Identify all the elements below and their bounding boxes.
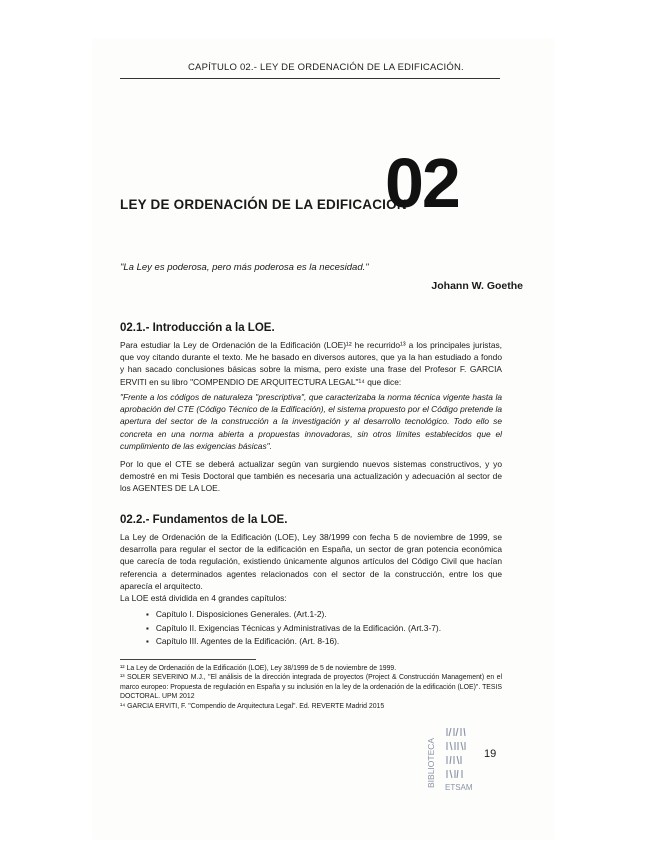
footnotes	[120, 664, 502, 711]
footnote-rule	[120, 659, 256, 660]
list-item: ▪ Capítulo I. Disposiciones Generales. (Art.1-2).	[146, 608, 441, 622]
running-header: CAPÍTULO 02.- LEY DE ORDENACIÓN DE LA EDIFICACIÓN.	[188, 62, 464, 73]
chapters-intro: La LOE está dividida en 4 grandes capítulos:	[120, 593, 287, 603]
cited-quote: "Frente a los códigos de naturaleza "prescriptiva", que caracterizaba la norma técnica vigente hasta la aprobación del CTE (Código Técnico de la Edificación), el sistema propuesto por el Código pretende la apertura del sector de la construcción a la investigación y al desarrollo tecnológico. Todo ello se concreta en una norma abierta a propuestas innovadoras, sin otros límites establecidos que el cumplimiento de las exigencias básicas".	[120, 392, 502, 451]
list-item: ▪ Capítulo II. Exigencias Técnicas y Administrativas de la Edificación. (Art.3-7).	[146, 622, 441, 636]
svg-text:ETSAM: ETSAM	[445, 783, 473, 792]
section-heading-introduccion: 02.1.- Introducción a la LOE.	[120, 322, 275, 334]
epigraph-author: Johann W. Goethe	[431, 280, 523, 292]
header-rule	[120, 78, 500, 79]
chapters-list	[146, 608, 441, 649]
intro-paragraph: Para estudiar la Ley de Ordenación de la Edificación (LOE)¹² he recurrido¹³ a los principales juristas, que voy citando durante el texto. Me he basado en diversos autores, que ya la han estudiado a fondo y han sacado conclusiones básicas sobre la misma, pero existe una frase del Profesor F. GARCIA ERVITI en su libro "COMPENDIO DE ARQUITECTURA LEGAL"¹⁴ que dice:	[120, 340, 502, 387]
chapter-number: 02	[385, 144, 459, 222]
epigraph-quote: "La Ley es poderosa, pero más poderosa es la necesidad."	[120, 262, 369, 273]
page-number: 19	[484, 748, 497, 760]
footnote-14: ¹⁴ GARCIA ERVITI, F. "Compendio de Arquitectura Legal". Ed. REVERTE Madrid 2015	[120, 702, 385, 710]
fundamentos-paragraph: La Ley de Ordenación de la Edificación (LOE), Ley 38/1999 con fecha 5 de noviembre de 1999, se desarrolla para regular el sector de la edificación en España, un sector de gran potencia económica que carecía de toda regulación, existiendo únicamente algunos artículos del Código Civil que hacían referencia a determinados agentes relacionados con el sector de la construcción, entre los que aparecía el arquitecto.	[120, 532, 502, 591]
chapter-title: LEY DE ORDENACIÓN DE LA EDIFICACIÓN	[120, 197, 407, 212]
footnote-12: ¹² La Ley de Ordenación de la Edificación (LOE), Ley 38/1999 de 5 de noviembre de 1999.	[120, 665, 397, 672]
list-item: ▪ Capítulo III. Agentes de la Edificación. (Art. 8-16).	[146, 635, 441, 649]
intro-paragraph-2: Por lo que el CTE se deberá actualizar según van surgiendo nuevos sistemas constructivos, y yo demostré en mi Tesis Doctoral que también es necesaria una actualización y adecuación al sector de los AGENTES DE LA LOE.	[120, 459, 502, 494]
svg-text:BIBLIOTECA: BIBLIOTECA	[426, 737, 436, 788]
section-heading-fundamentos: 02.2.- Fundamentos de la LOE.	[120, 514, 288, 526]
footnote-13: ¹³ SOLER SEVERINO M.J., "El análisis de la dirección integrada de proyectos (Project & Construcción Management) en el marco europeo: Propuesta de regulación en España y su inclusión en la ley de la ordenación de la edificación (LOE)". TESIS DOCTORAL. UPM 2012	[120, 674, 502, 701]
